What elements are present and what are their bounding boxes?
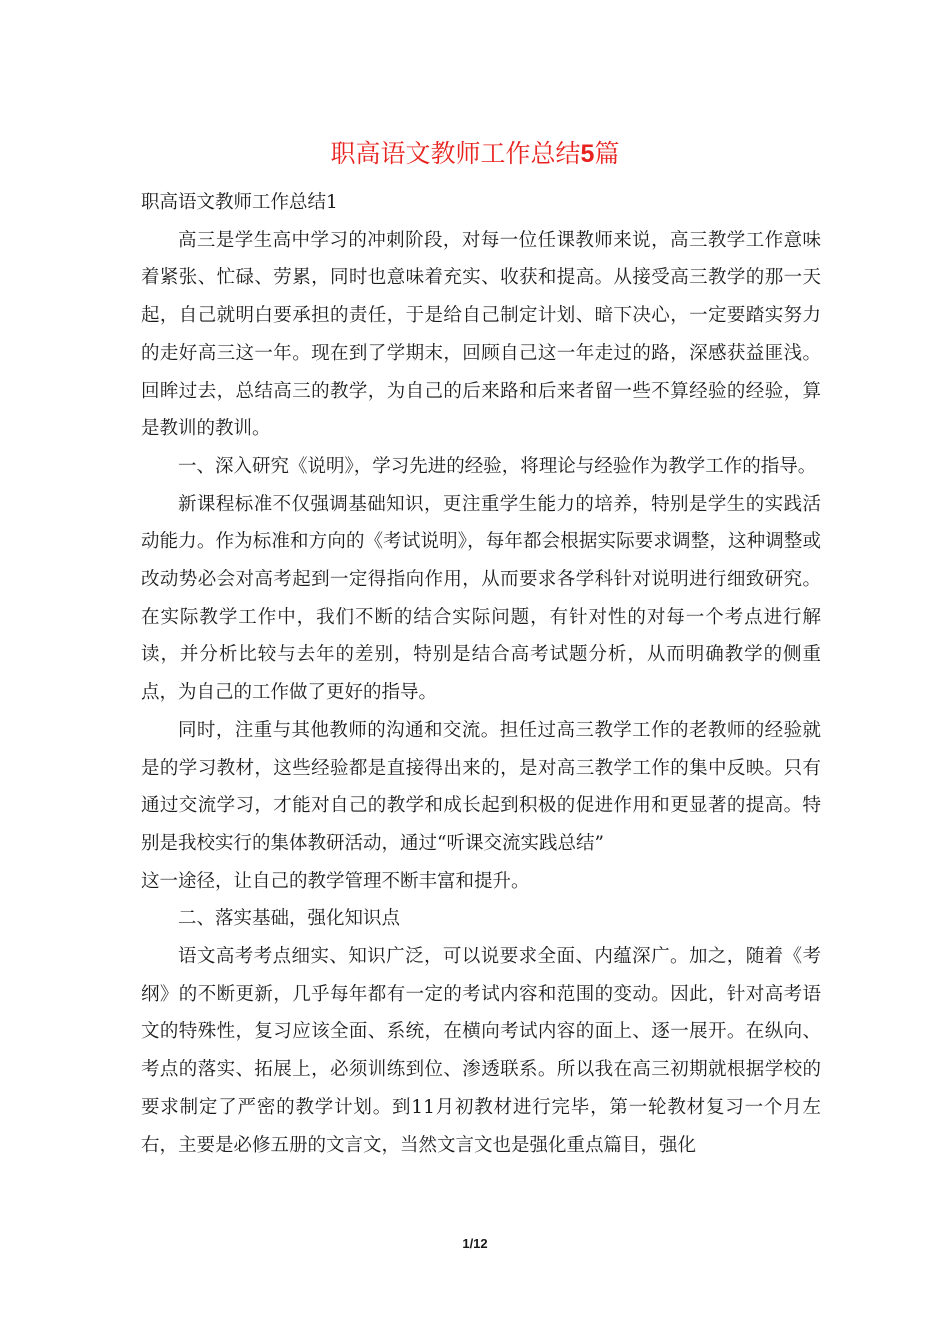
paragraph-communication: 同时，注重与其他教师的沟通和交流。担任过高三教学工作的老教师的经验就是的学习教材，这些经验都是直接得出来的，是对高三教学工作的集中反映。只有通过交流学习，才能对自己的教学和成长起到积极的促进作用和更显著的提高。特别是我校实行的集体教研活动，通过“听课交流实践总结” — [141, 719, 821, 854]
page-number: 1/12 — [462, 1236, 488, 1251]
paragraph-intro: 高三是学生高中学习的冲刺阶段，对每一位任课教师来说，高三教学工作意味着紧张、忙碌、劳累，同时也意味着充实、收获和提高。从接受高三教学的那一天起，自己就明白要承担的责任，于是给自己制定计划、暗下决心，一定要踏实努力的走好高三这一年。现在到了学期末，回顾自己这一年走过的路，深感获益匪浅。回眸过去，总结高三的教学，为自己的后来路和后来者留一些不算经验的经验，算是教训的教训。 — [141, 229, 821, 440]
section-heading: 职高语文教师工作总结1 — [141, 192, 338, 213]
document-body — [141, 184, 821, 1164]
title-suffix: 篇 — [594, 139, 620, 168]
title-number: 5 — [580, 140, 595, 168]
title-main: 职高语文教师工作总结 — [330, 139, 581, 168]
paragraph-continuation: 这一途径，让自己的教学管理不断丰富和提升。 — [141, 870, 530, 892]
paragraph-exam-points: 语文高考考点细实、知识广泛，可以说要求全面、内蕴深广。加之，随着《考纲》的不断更新，几乎每年都有一定的考试内容和范围的变动。因此，针对高考语文的特殊性，复习应该全面、系统，在横向考试内容的面上、逐一展开。在纵向、考点的落实、拓展上，必须训练到位、渗透联系。所以我在高三初期就根据学校的要求制定了严密的教学计划。到11月初教材进行完毕，第一轮教材复习一个月左右，主要是必修五册的文言文，当然文言文也是强化重点篇目，强化 — [141, 946, 821, 1156]
paragraph-point-two: 二、落实基础，强化知识点 — [178, 908, 401, 930]
document-title — [0, 134, 950, 174]
paragraph-point-one: 一、深入研究《说明》，学习先进的经验，将理论与经验作为教学工作的指导。 — [178, 455, 817, 477]
paragraph-curriculum: 新课程标准不仅强调基础知识，更注重学生能力的培养，特别是学生的实践活动能力。作为标准和方向的《考试说明》，每年都会根据实际要求调整，这种调整或改动势必会对高考起到一定得指向作用，从而要求各学科针对说明进行细致研究。在实际教学工作中，我们不断的结合实际问题，有针对性的对每一个考点进行解读，并分析比较与去年的差别，特别是结合高考试题分析，从而明确教学的侧重点，为自己的工作做了更好的指导。 — [141, 493, 821, 704]
